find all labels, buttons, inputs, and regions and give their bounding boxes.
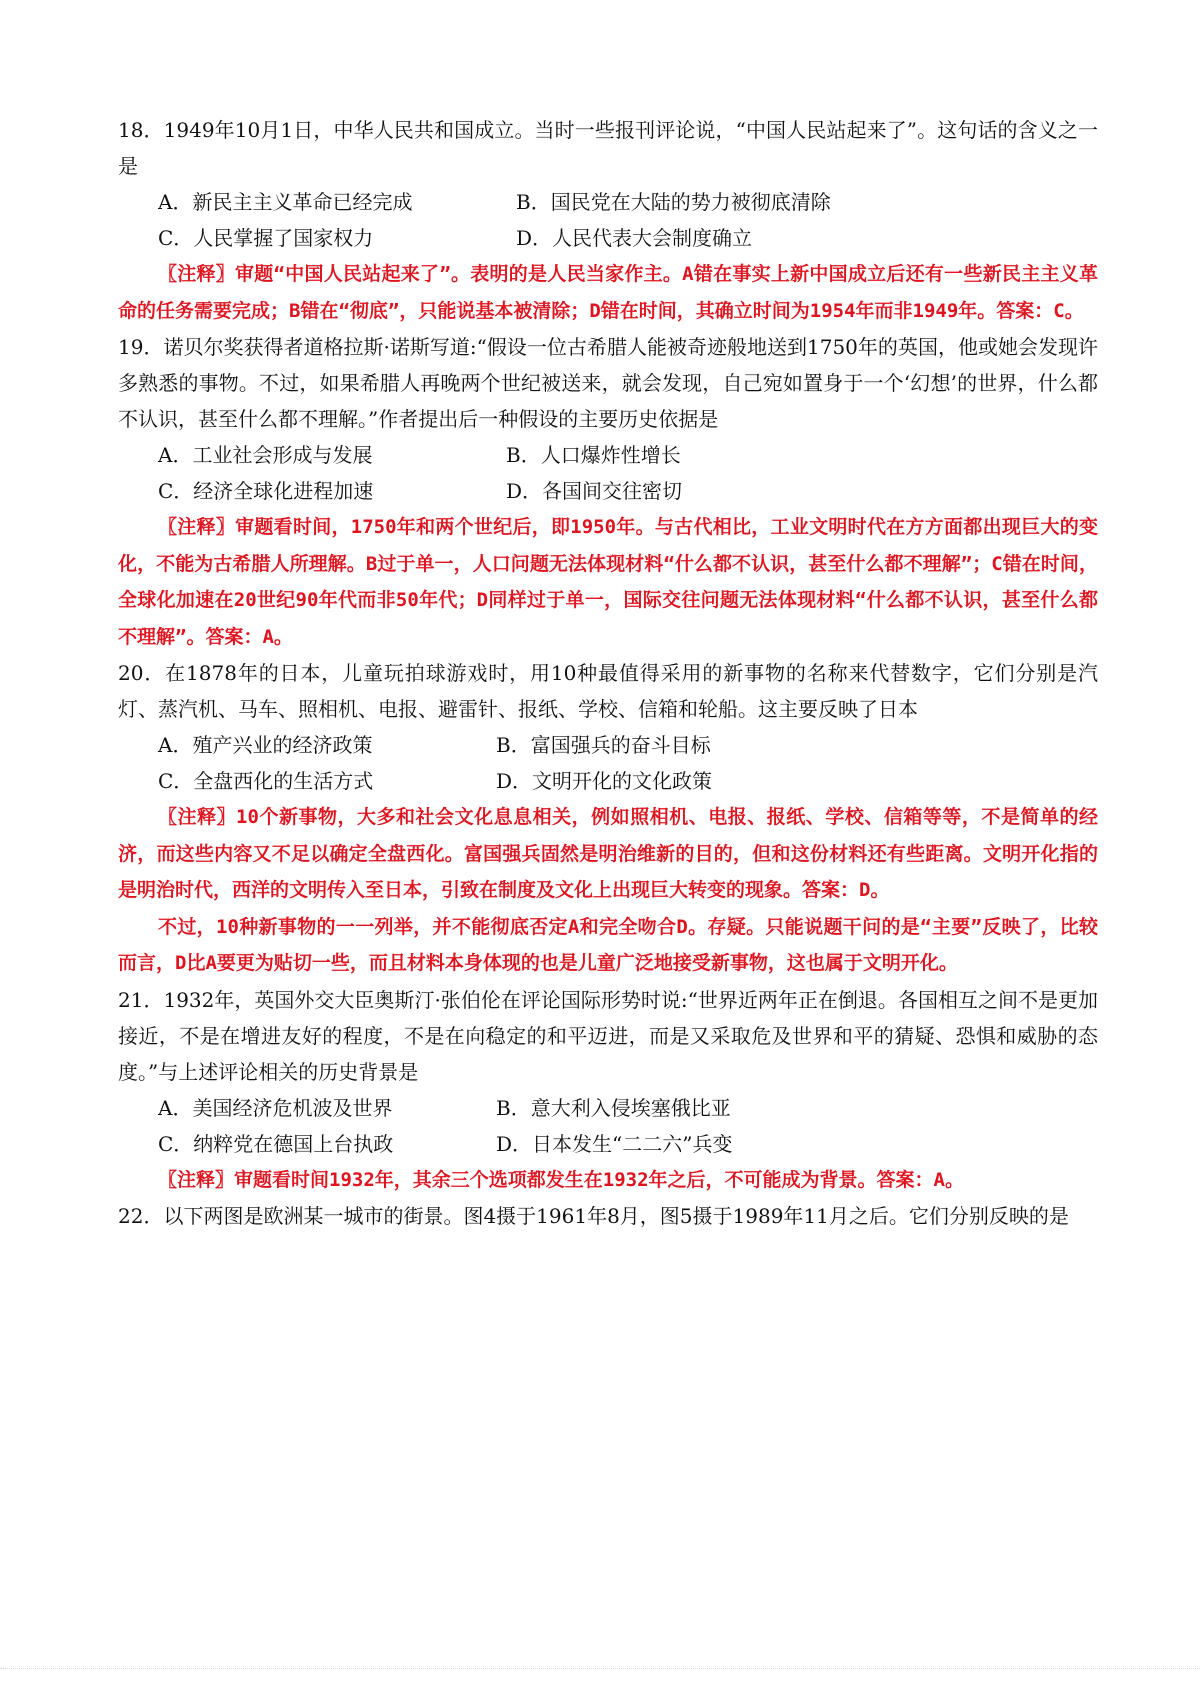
option-c: C．人民掌握了国家权力 — [158, 226, 374, 250]
answer-note: 〖注释〗10个新事物，大多和社会文化息息相关，例如照相机、电报、报纸、学校、信箱等等，不是简单的经济，而这些内容又不足以确定全盘西化。富国强兵固然是明治维新的目的，但和这份材料还有些距离。文明开化指的是明治时代，西洋的文明传入至日本，引致在制度及文化上出现巨大转变的现象。答案：D。 — [118, 806, 1098, 901]
option-a: A．殖产兴业的经济政策 — [158, 733, 373, 757]
question-21 — [118, 982, 1098, 1199]
options-row — [118, 184, 1098, 220]
option-d: D．各国间交往密切 — [506, 479, 683, 503]
question-18 — [118, 112, 1098, 329]
question-stem: 22．以下两图是欧洲某一城市的街景。图4摄于1961年8月，图5摄于1989年11月之后。它们分别反映的是 — [118, 1204, 1069, 1228]
option-a: A．美国经济危机波及世界 — [158, 1095, 393, 1120]
question-stem: 20．在1878年的日本，儿童玩拍球游戏时，用10种最值得采用的新事物的名称来代替数字，它们分别是汽灯、蒸汽机、马车、照相机、电报、避雷针、报纸、学校、信箱和轮船。这主要反映了日本 — [118, 661, 1098, 721]
options-row — [118, 473, 1098, 509]
document-page — [118, 112, 1098, 1234]
options-row — [118, 1090, 1098, 1126]
options-row — [118, 727, 1098, 763]
options-row — [118, 437, 1098, 473]
option-b: B．富国强兵的奋斗目标 — [496, 733, 711, 757]
question-stem: 21．1932年，英国外交大臣奥斯汀·张伯伦在评论国际形势时说:“世界近两年正在倒退。各国相互之间不是更加接近，不是在增进友好的程度，不是在向稳定的和平迈进，而是又采取危及世界和平的猜疑、恐惧和威胁的态度。”与上述评论相关的历史背景是 — [118, 987, 1098, 1084]
options-row — [118, 220, 1098, 256]
question-stem: 19．诺贝尔奖获得者道格拉斯·诺斯写道:“假设一位古希腊人能被奇迹般地送到1750年的英国，他或她会发现许多熟悉的事物。不过，如果希腊人再晚两个世纪被送来，就会发现，自己宛如置身于一个‘幻想’的世界，什么都不认识，甚至什么都不理解。”作者提出后一种假设的主要历史依据是 — [118, 335, 1098, 431]
question-stem: 18．1949年10月1日，中华人民共和国成立。当时一些报刊评论说，“中国人民站起来了”。这句话的含义之一是 — [118, 118, 1098, 178]
option-b: B．国民党在大陆的势力被彻底清除 — [516, 190, 831, 214]
option-c: C．经济全球化进程加速 — [158, 479, 374, 503]
option-d: D．文明开化的文化政策 — [496, 769, 713, 793]
question-22 — [118, 1198, 1098, 1234]
option-c: C．纳粹党在德国上台执政 — [158, 1131, 394, 1156]
option-b: B．意大利入侵埃塞俄比亚 — [496, 1095, 731, 1120]
option-d: D．日本发生“二二六”兵变 — [496, 1131, 733, 1156]
option-d: D．人民代表大会制度确立 — [516, 226, 753, 250]
option-b: B．人口爆炸性增长 — [506, 443, 681, 467]
options-row — [118, 763, 1098, 799]
option-a: A．新民主主义革命已经完成 — [158, 190, 413, 214]
option-a: A．工业社会形成与发展 — [158, 443, 373, 467]
option-c: C．全盘西化的生活方式 — [158, 769, 374, 793]
page-break-divider — [0, 1668, 1200, 1669]
question-19 — [118, 329, 1098, 655]
question-20 — [118, 655, 1098, 982]
answer-note: 〖注释〗审题看时间1932年，其余三个选项都发生在1932年之后，不可能成为背景。答案：A。 — [158, 1168, 964, 1191]
options-row — [118, 1126, 1098, 1162]
answer-note-continued: 不过，10种新事物的一一列举，并不能彻底否定A和完全吻合D。存疑。只能说题干问的是“主要”反映了，比较而言，D比A要更为贴切一些，而且材料本身体现的也是儿童广泛地接受新事物，这也属于文明开化。 — [118, 915, 1098, 974]
answer-note: 〖注释〗审题“中国人民站起来了”。表明的是人民当家作主。A错在事实上新中国成立后还有一些新民主主义革命的任务需要完成；B错在“彻底”，只能说基本被清除；D错在时间，其确立时间为1954年而非1949年。答案：C。 — [118, 263, 1098, 322]
answer-note: 〖注释〗审题看时间，1750年和两个世纪后，即1950年。与古代相比，工业文明时代在方方面都出现巨大的变化，不能为古希腊人所理解。B过于单一，人口问题无法体现材料“什么都不认识，甚至什么都不理解”；C错在时间，全球化加速在20世纪90年代而非50年代；D同样过于单一，国际交往问题无法体现材料“什么都不认识，甚至什么都不理解”。答案：A。 — [118, 516, 1098, 648]
